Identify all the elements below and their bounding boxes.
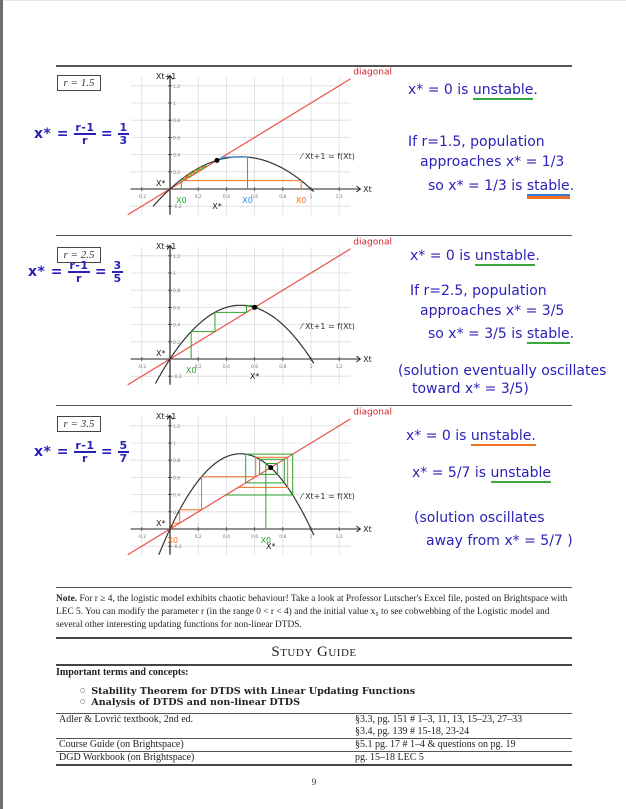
origin-fixed-point-label: X* <box>156 179 166 188</box>
x-tick-label: 1 <box>309 535 313 540</box>
y-tick-label: 1.2 <box>173 424 181 430</box>
origin-fixed-point-label: X* <box>156 349 166 358</box>
page-top-edge <box>3 0 626 1</box>
fraction-numerator: r-1 <box>69 259 89 272</box>
statement-text: x* = 0 is <box>408 82 473 98</box>
note-bottom-rule <box>56 637 572 639</box>
initial-value-label: X0 <box>185 366 197 375</box>
statement-text: x* = 0 is <box>406 428 471 444</box>
initial-value-label: X0 <box>242 196 253 205</box>
formula-lhs: x* = <box>28 264 63 280</box>
underlined-word: unstable <box>472 82 534 98</box>
formula-equals: = <box>100 126 114 142</box>
fixed-point-dot <box>252 305 257 310</box>
x-tick-label: 0.8 <box>279 195 287 200</box>
y-tick-label: -0.2 <box>173 375 182 381</box>
fraction-numerator: r-1 <box>75 121 95 134</box>
fixed-point-dot <box>214 158 219 163</box>
fixed-point-formula <box>34 122 129 146</box>
origin-fixed-point-label: X* <box>156 519 166 528</box>
table-row <box>56 714 572 727</box>
x-tick-label: 0.4 <box>222 535 230 540</box>
logistic-curve <box>159 454 314 555</box>
statement-line: (solution eventually oscillates <box>398 363 607 379</box>
underlined-word: stable <box>526 178 570 194</box>
y-tick-label: 0.2 <box>173 510 181 516</box>
x-tick-label: 0.2 <box>194 195 202 200</box>
result-denominator: 5 <box>113 272 122 285</box>
diagonal-line <box>128 249 351 385</box>
fixed-point-dot <box>268 465 273 470</box>
x-tick-label: 0.2 <box>194 365 202 370</box>
y-tick-label: 0.8 <box>173 459 181 465</box>
x-tick-label: 1 <box>309 195 313 200</box>
y-axis-label: Xt+1 <box>155 411 177 421</box>
result-numerator: 3 <box>113 259 122 272</box>
fixed-point-label: X* <box>249 372 260 381</box>
concepts-title: Important terms and concepts: <box>56 667 189 678</box>
note-top-rule <box>56 587 572 588</box>
x-tick-label: 0.4 <box>222 365 230 370</box>
y-tick-label: 0.2 <box>173 170 181 176</box>
statement-fixed-stability <box>428 326 574 342</box>
fraction-numerator: r-1 <box>75 439 95 452</box>
y-tick-label: 0.6 <box>173 306 181 312</box>
section-rule-1 <box>56 65 572 67</box>
x-tick-label: 0.8 <box>279 535 287 540</box>
reference-source: DGD Workbook (on Brightspace) <box>56 752 352 766</box>
r-value-box: r = 2.5 <box>57 247 101 263</box>
statement-line: (solution oscillates <box>414 510 545 526</box>
y-tick-label: 0.8 <box>173 119 181 125</box>
y-tick-label: 1.2 <box>173 84 181 90</box>
formula-fraction <box>68 260 89 284</box>
y-tick-label: -0.2 <box>173 205 182 211</box>
r-value-box: r = 3.5 <box>57 416 101 432</box>
reference-item: §3.4, pg. 139 # 15-18, 23-24 <box>355 726 470 737</box>
x-axis-label: Xt <box>363 525 372 534</box>
cobweb-path <box>217 157 247 189</box>
y-tick-label: 0.4 <box>173 153 181 159</box>
x-tick-label: 0.6 <box>251 195 259 200</box>
statement-end: . <box>533 82 538 98</box>
note-text: For r ≥ 4, the logistic model exhibits chaotic behaviour! Take a look at Professor Lutscher's Excel file, posted on Brightspace with LEC 5. You can modify the parameter r (in the range 0 < r < 4) and the initial value x₀ to see cobwebbing of the Logistic model and several other interesting updating functions for non-linear DTDS. <box>56 594 568 630</box>
note-label: Note. <box>56 594 78 604</box>
x-tick-label: 1.2 <box>335 365 343 370</box>
fraction-denominator: r <box>75 272 82 285</box>
y-tick-label: 1 <box>173 272 176 277</box>
statement-text: so x* = 3/5 is <box>428 326 527 342</box>
initial-value-label: X0 <box>167 536 179 545</box>
r-value-box: r = 1.5 <box>57 75 101 91</box>
fraction-denominator: r <box>81 134 88 147</box>
underlined-word: unstable <box>490 465 552 481</box>
result-numerator: 1 <box>119 121 128 134</box>
fixed-point-formula <box>28 260 123 284</box>
y-tick-label: 0.6 <box>173 476 181 482</box>
study-guide-rule <box>56 664 572 666</box>
x-tick-label: -0.2 <box>137 535 147 540</box>
underlined-word: stable <box>526 326 570 342</box>
table-row <box>56 739 572 752</box>
section-rule-2 <box>56 235 572 236</box>
x-tick-label: 0.8 <box>279 365 287 370</box>
x-tick-label: 0.4 <box>222 195 230 200</box>
statement-line: If r=2.5, population <box>410 283 547 299</box>
statement-line: approaches x* = 3/5 <box>420 303 565 319</box>
statement-text: x* = 0 is <box>410 248 475 264</box>
statement-line: approaches x* = 1/3 <box>420 154 565 170</box>
x-tick-label: 0.2 <box>194 535 202 540</box>
cobweb-path <box>184 167 301 189</box>
formula-equals: = <box>94 264 108 280</box>
y-tick-label: 0.4 <box>173 493 181 499</box>
statement-end: . <box>569 326 575 342</box>
x-tick-label: -0.2 <box>137 365 147 370</box>
statement-end: . <box>535 248 540 264</box>
study-guide-title: Study Guide <box>271 644 357 660</box>
statement-line: toward x* = 3/5) <box>412 381 529 397</box>
statement-line: If r=1.5, population <box>408 134 545 150</box>
initial-value-label: X0 <box>175 196 187 205</box>
y-tick-label: 1 <box>173 102 176 107</box>
y-tick-label: 0.2 <box>173 340 181 346</box>
curve-label: ⁄ Xt+1 = f(Xt) <box>301 321 355 331</box>
fraction-denominator: r <box>81 452 88 465</box>
reference-source: Adler & Lovrić textbook, 2nd ed. <box>56 714 352 727</box>
formula-fraction <box>74 440 95 464</box>
note-paragraph <box>56 593 572 632</box>
formula-lhs: x* = <box>34 444 69 460</box>
x-axis-label: Xt <box>363 185 372 194</box>
x-tick-label: 1 <box>309 365 313 370</box>
diagonal-label: diagonal <box>353 407 392 418</box>
x-tick-label: -0.2 <box>137 195 147 200</box>
y-tick-label: 1 <box>173 442 176 447</box>
section-rule-3 <box>56 405 572 406</box>
statement-fixed-stability <box>428 178 574 194</box>
cobweb-graph-r2-5 <box>120 237 400 390</box>
statement-fixed-stability <box>412 465 551 481</box>
fixed-point-label: X* <box>212 202 222 211</box>
y-tick-label: 0.4 <box>173 323 181 329</box>
underlined-word: unstable <box>474 248 536 264</box>
underlined-word: unstable. <box>470 428 536 444</box>
initial-value-label: X0 <box>260 536 272 545</box>
initial-value-label: X0 <box>295 196 307 205</box>
y-tick-label: 1.2 <box>173 254 181 260</box>
statement-origin-stability <box>406 428 536 444</box>
diagonal-line <box>128 419 351 555</box>
curve-label: ⁄ Xt+1 = f(Xt) <box>301 491 355 501</box>
diagonal-label: diagonal <box>353 237 392 248</box>
concepts-list <box>80 686 415 708</box>
result-numerator: 5 <box>119 439 128 452</box>
statement-line: away from x* = 5/7 ) <box>426 533 573 549</box>
reference-source: Course Guide (on Brightspace) <box>56 739 352 752</box>
formula-fraction <box>74 122 95 146</box>
statement-text: so x* = 1/3 is <box>428 178 527 194</box>
fixed-point-label: X* <box>265 542 276 551</box>
curve-label: ⁄ Xt+1 = f(Xt) <box>301 151 355 161</box>
fixed-point-formula <box>34 440 129 464</box>
x-tick-label: 0.6 <box>251 365 259 370</box>
references-table <box>56 713 572 766</box>
cobweb-graph-r3-5 <box>120 407 400 560</box>
y-axis-label: Xt+1 <box>155 241 177 251</box>
diagonal-label: diagonal <box>353 67 392 78</box>
x-axis-label: Xt <box>363 355 372 364</box>
page-left-edge <box>0 0 3 809</box>
x-tick-label: 1.2 <box>335 195 343 200</box>
cobweb-path <box>191 306 257 359</box>
formula-lhs: x* = <box>34 126 69 142</box>
y-tick-label: -0.2 <box>173 545 182 551</box>
reference-source-empty <box>56 726 352 739</box>
formula-equals: = <box>100 444 114 460</box>
statement-origin-stability <box>410 248 540 264</box>
y-tick-label: 0.6 <box>173 136 181 142</box>
result-denominator: 3 <box>119 134 128 147</box>
y-tick-label: 0.8 <box>173 289 181 295</box>
reference-item: §5.1 pg. 17 # 1–4 & questions on pg. 19 <box>352 739 572 752</box>
x-tick-label: 0.6 <box>251 535 259 540</box>
table-row <box>56 752 572 766</box>
reference-item: §3.3, pg. 151 # 1–3, 11, 13, 15–23, 27–33 <box>352 714 572 727</box>
statement-origin-stability <box>408 82 538 98</box>
diagonal-line <box>128 79 351 215</box>
y-axis-label: Xt+1 <box>155 71 177 81</box>
reference-item: pg. 15–18 LEC 5 <box>352 752 572 766</box>
statement-end: . <box>569 178 575 194</box>
table-row <box>56 726 572 739</box>
x-tick-label: 1.2 <box>335 535 343 540</box>
concept-item: ○ Stability Theorem for DTDS with Linear Updating Functions <box>80 686 415 697</box>
statement-text: x* = 5/7 is <box>412 465 491 481</box>
page-number: 9 <box>311 777 317 787</box>
result-denominator: 7 <box>119 452 128 465</box>
concept-item: ○ Analysis of DTDS and non-linear DTDS <box>80 697 415 708</box>
cobweb-graph-r1-5 <box>120 67 400 220</box>
